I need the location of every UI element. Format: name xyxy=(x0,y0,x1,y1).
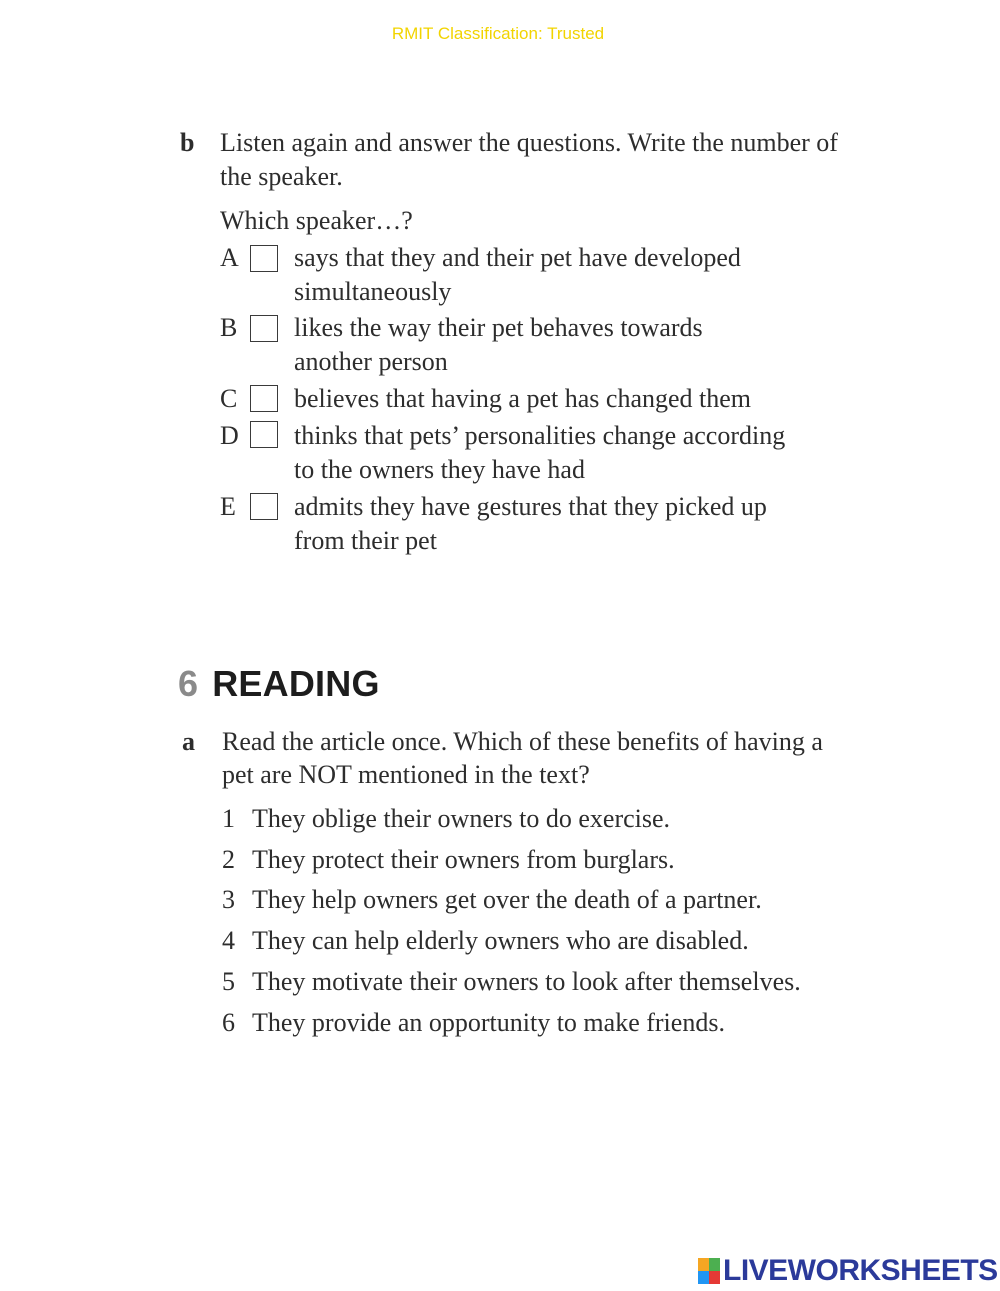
list-item-number: 3 xyxy=(222,885,235,914)
item-letter-a: A xyxy=(220,243,239,272)
section-title: READING xyxy=(212,663,380,704)
list-item-text: They protect their owners from burglars. xyxy=(252,845,675,874)
exercise-a-instructions: Read the article once. Which of these benefits of having a pet are NOT mentioned in the text? xyxy=(222,727,823,789)
list-item xyxy=(222,843,675,877)
answer-box-d[interactable] xyxy=(250,421,278,448)
item-letter-e: E xyxy=(220,492,236,521)
item-text-b: likes the way their pet behaves towards another person xyxy=(294,313,703,376)
logo-text: LIVEWORKSHEETS xyxy=(723,1254,998,1287)
list-item xyxy=(222,883,762,917)
item-letter-c: C xyxy=(220,384,238,413)
list-item-number: 6 xyxy=(222,1008,235,1037)
list-item-number: 2 xyxy=(222,845,235,874)
logo-icon xyxy=(698,1258,720,1284)
item-text-c: believes that having a pet has changed them xyxy=(294,384,752,413)
list-item-text: They help owners get over the death of a partner. xyxy=(252,885,762,914)
list-item-text: They motivate their owners to look after themselves. xyxy=(252,967,801,996)
exercise-marker-b: b xyxy=(180,128,195,157)
answer-box-e[interactable] xyxy=(250,493,278,520)
item-text-a: says that they and their pet have developed simultaneously xyxy=(294,243,741,306)
exercise-b-prompt: Which speaker…? xyxy=(220,206,413,235)
list-item-text: They can help elderly owners who are disabled. xyxy=(252,926,749,955)
list-item-number: 4 xyxy=(222,926,235,955)
list-item-text: They provide an opportunity to make friends. xyxy=(252,1008,725,1037)
item-text-e: admits they have gestures that they picked up from their pet xyxy=(294,492,767,555)
item-letter-d: D xyxy=(220,421,239,450)
answer-box-c[interactable] xyxy=(250,385,278,412)
answer-box-a[interactable] xyxy=(250,245,278,272)
classification-label: RMIT Classification: Trusted xyxy=(391,24,605,43)
exercise-marker-a: a xyxy=(182,727,195,756)
list-item xyxy=(222,1006,725,1040)
list-item xyxy=(222,965,801,999)
list-item-text: They oblige their owners to do exercise. xyxy=(252,804,671,833)
liveworksheets-logo xyxy=(698,1254,998,1288)
item-letter-b: B xyxy=(220,313,238,342)
exercise-b-instructions: Listen again and answer the questions. Write the number of the speaker. xyxy=(220,128,838,191)
section-number: 6 xyxy=(178,663,199,704)
list-item-number: 5 xyxy=(222,967,235,996)
list-item-number: 1 xyxy=(222,804,235,833)
section-heading xyxy=(178,660,380,708)
list-item xyxy=(222,924,749,958)
answer-box-b[interactable] xyxy=(250,315,278,342)
list-item xyxy=(222,802,670,836)
item-text-d: thinks that pets’ personalities change according to the owners they have had xyxy=(294,421,786,484)
